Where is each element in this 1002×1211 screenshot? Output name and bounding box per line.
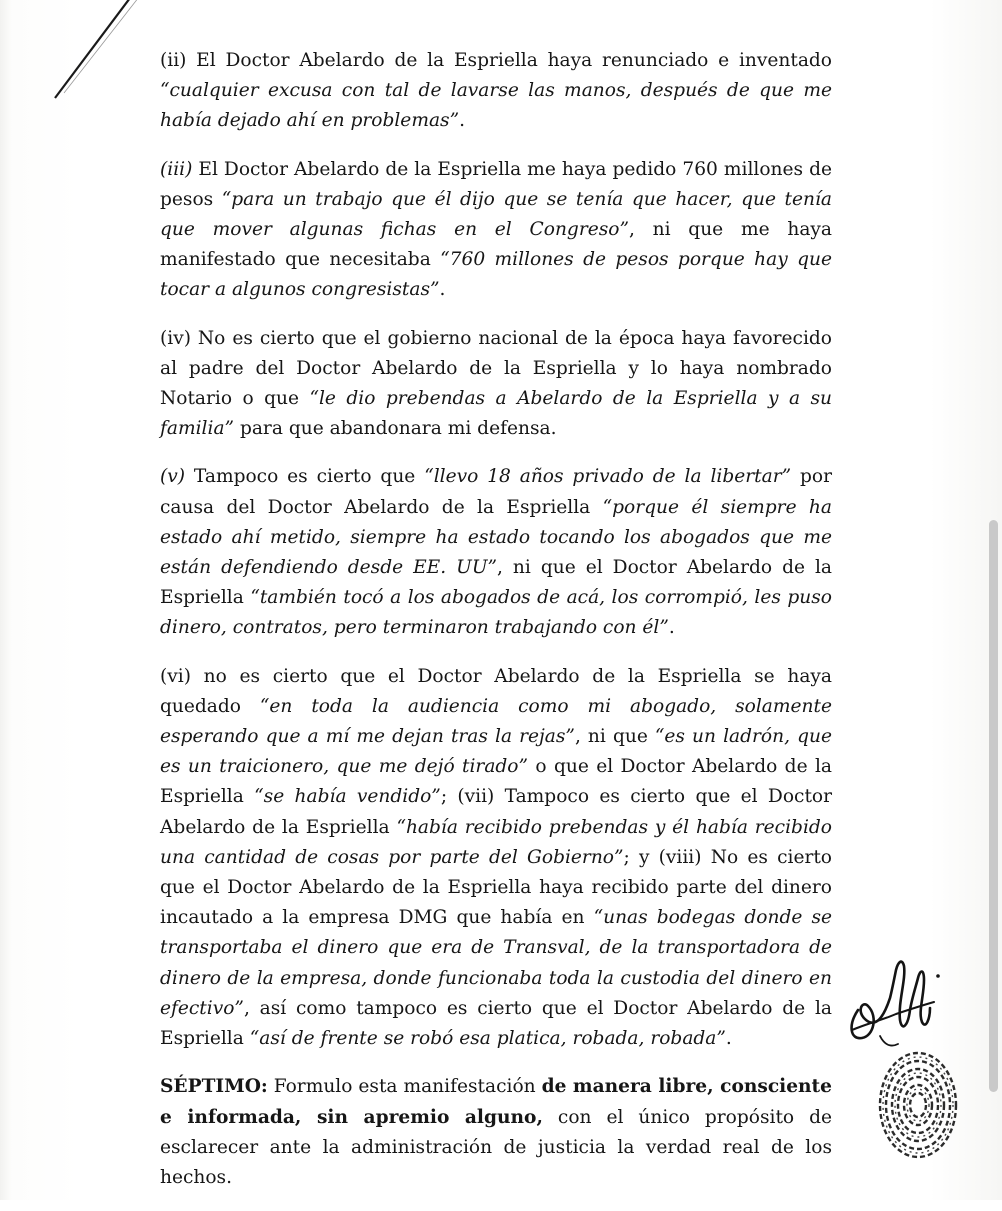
quote: “para un trabajo que él dijo que se tenía que hacer, que tenía que mover algunas fichas en el Congreso” (160, 188, 832, 241)
paragraph-iv: (iv) No es cierto que el gobierno nacional de la época haya favorecido al padre del Doctor Abelardo de la Espriella y lo haya nombrado Notario o que “le dio prebendas a Abelardo de la Espriella y a su familia” para que abandonara mi defensa. (160, 327, 832, 440)
fingerprint-icon (868, 1040, 968, 1170)
quote: “es un ladrón, que es un traicionero, que me dejó tirado” (160, 726, 832, 778)
quote: “porque él siempre ha estado ahí metido, siempre ha estado tocando los abogados que me están defendiendo desde EE. UU” (160, 496, 832, 579)
document-body (160, 46, 832, 1211)
paragraph-iii: (iii) El Doctor Abelardo de la Espriella me haya pedido 760 millones de pesos “para un trabajo que él dijo que se tenía que hacer, que tenía que mover algunas fichas en el Congreso”, ni que me haya manifestado que necesitaba “760 millones de pesos porque hay que tocar a algunos congresistas”. (160, 158, 832, 301)
quote: “también tocó a los abogados de acá, los corrompió, les puso dinero, contratos, pero terminaron trabajando con él” (160, 587, 832, 639)
quote: “unas bodegas donde se transportaba el dinero que era de Transval, de la transportadora de dinero de la empresa, donde funcionaba toda la custodia del dinero en efectivo” (160, 907, 832, 1019)
quote: “en toda la audiencia como mi abogado, solamente esperando que a mí me dejan tras la rejas” (160, 695, 832, 748)
paragraph-ii: (ii) El Doctor Abelardo de la Espriella haya renunciado e inventado “cualquier excusa con tal de lavarse las manos, después de que me había dejado ahí en problemas”. (160, 50, 832, 132)
quote: “había recibido prebendas y él había recibido una cantidad de cosas por parte del Gobierno” (160, 816, 832, 868)
quote: “así de frente se robó esa platica, robada, robada” (249, 1028, 726, 1050)
quote: “760 millones de pesos porque hay que tocar a algunos congresistas” (160, 249, 832, 301)
quote: “cualquier excusa con tal de lavarse las manos, después de que me había dejado ahí en problemas” (160, 80, 832, 132)
item-number: (v) (160, 466, 186, 488)
paragraph-septimo: SÉPTIMO: Formulo esta manifestación de manera libre, consciente e informada, sin apremio alguno, con el único propósito de esclarecer ante la administración de justicia la verdad real de los hechos. (160, 1076, 833, 1188)
item-number: (iii) (160, 158, 193, 180)
bold-phrase: de manera libre, consciente e informada, sin apremio alguno, (160, 1076, 832, 1128)
paragraph-vi: (vi) no es cierto que el Doctor Abelardo de la Espriella se haya quedado “en toda la audiencia como mi abogado, solamente esperando que a mí me dejan tras la rejas”, ni que “es un ladrón, que es un traicionero, que me dejó tirado” o que el Doctor Abelardo de la Espriella “se había vendido”; (vii) Tampoco es cierto que el Doctor Abelardo de la Espriella “había recibido prebendas y él había recibido una cantidad de cosas por parte del Gobierno”; y (viii) No es cierto que el Doctor Abelardo de la Espriella haya recibido parte del dinero incautado a la empresa DMG que había en “unas bodegas donde se transportaba el dinero que era de Transval, de la transportadora de dinero de la empresa, donde funcionaba toda la custodia del dinero en efectivo”, así como tampoco es cierto que el Doctor Abelardo de la Espriella “así de frente se robó esa platica, robada, robada”. (160, 665, 833, 1050)
scrollbar-thumb[interactable] (989, 520, 998, 1092)
quote: “se había vendido” (254, 786, 441, 808)
quote: “llevo 18 años privado de la libertar” (424, 466, 792, 488)
clause-heading: SÉPTIMO: (160, 1076, 268, 1098)
quote: “le dio prebendas a Abelardo de la Espriella y a su familia” (160, 388, 832, 440)
paragraph-v: (v) Tampoco es cierto que “llevo 18 años privado de la libertar” por causa del Doctor Abelardo de la Espriella “porque él siempre ha estado ahí metido, siempre ha estado tocando los abogados que me están defendiendo desde EE. UU”, ni que el Doctor Abelardo de la Espriella “también tocó a los abogados de acá, los corrompió, les puso dinero, contratos, pero terminaron trabajando con él”. (160, 466, 832, 639)
